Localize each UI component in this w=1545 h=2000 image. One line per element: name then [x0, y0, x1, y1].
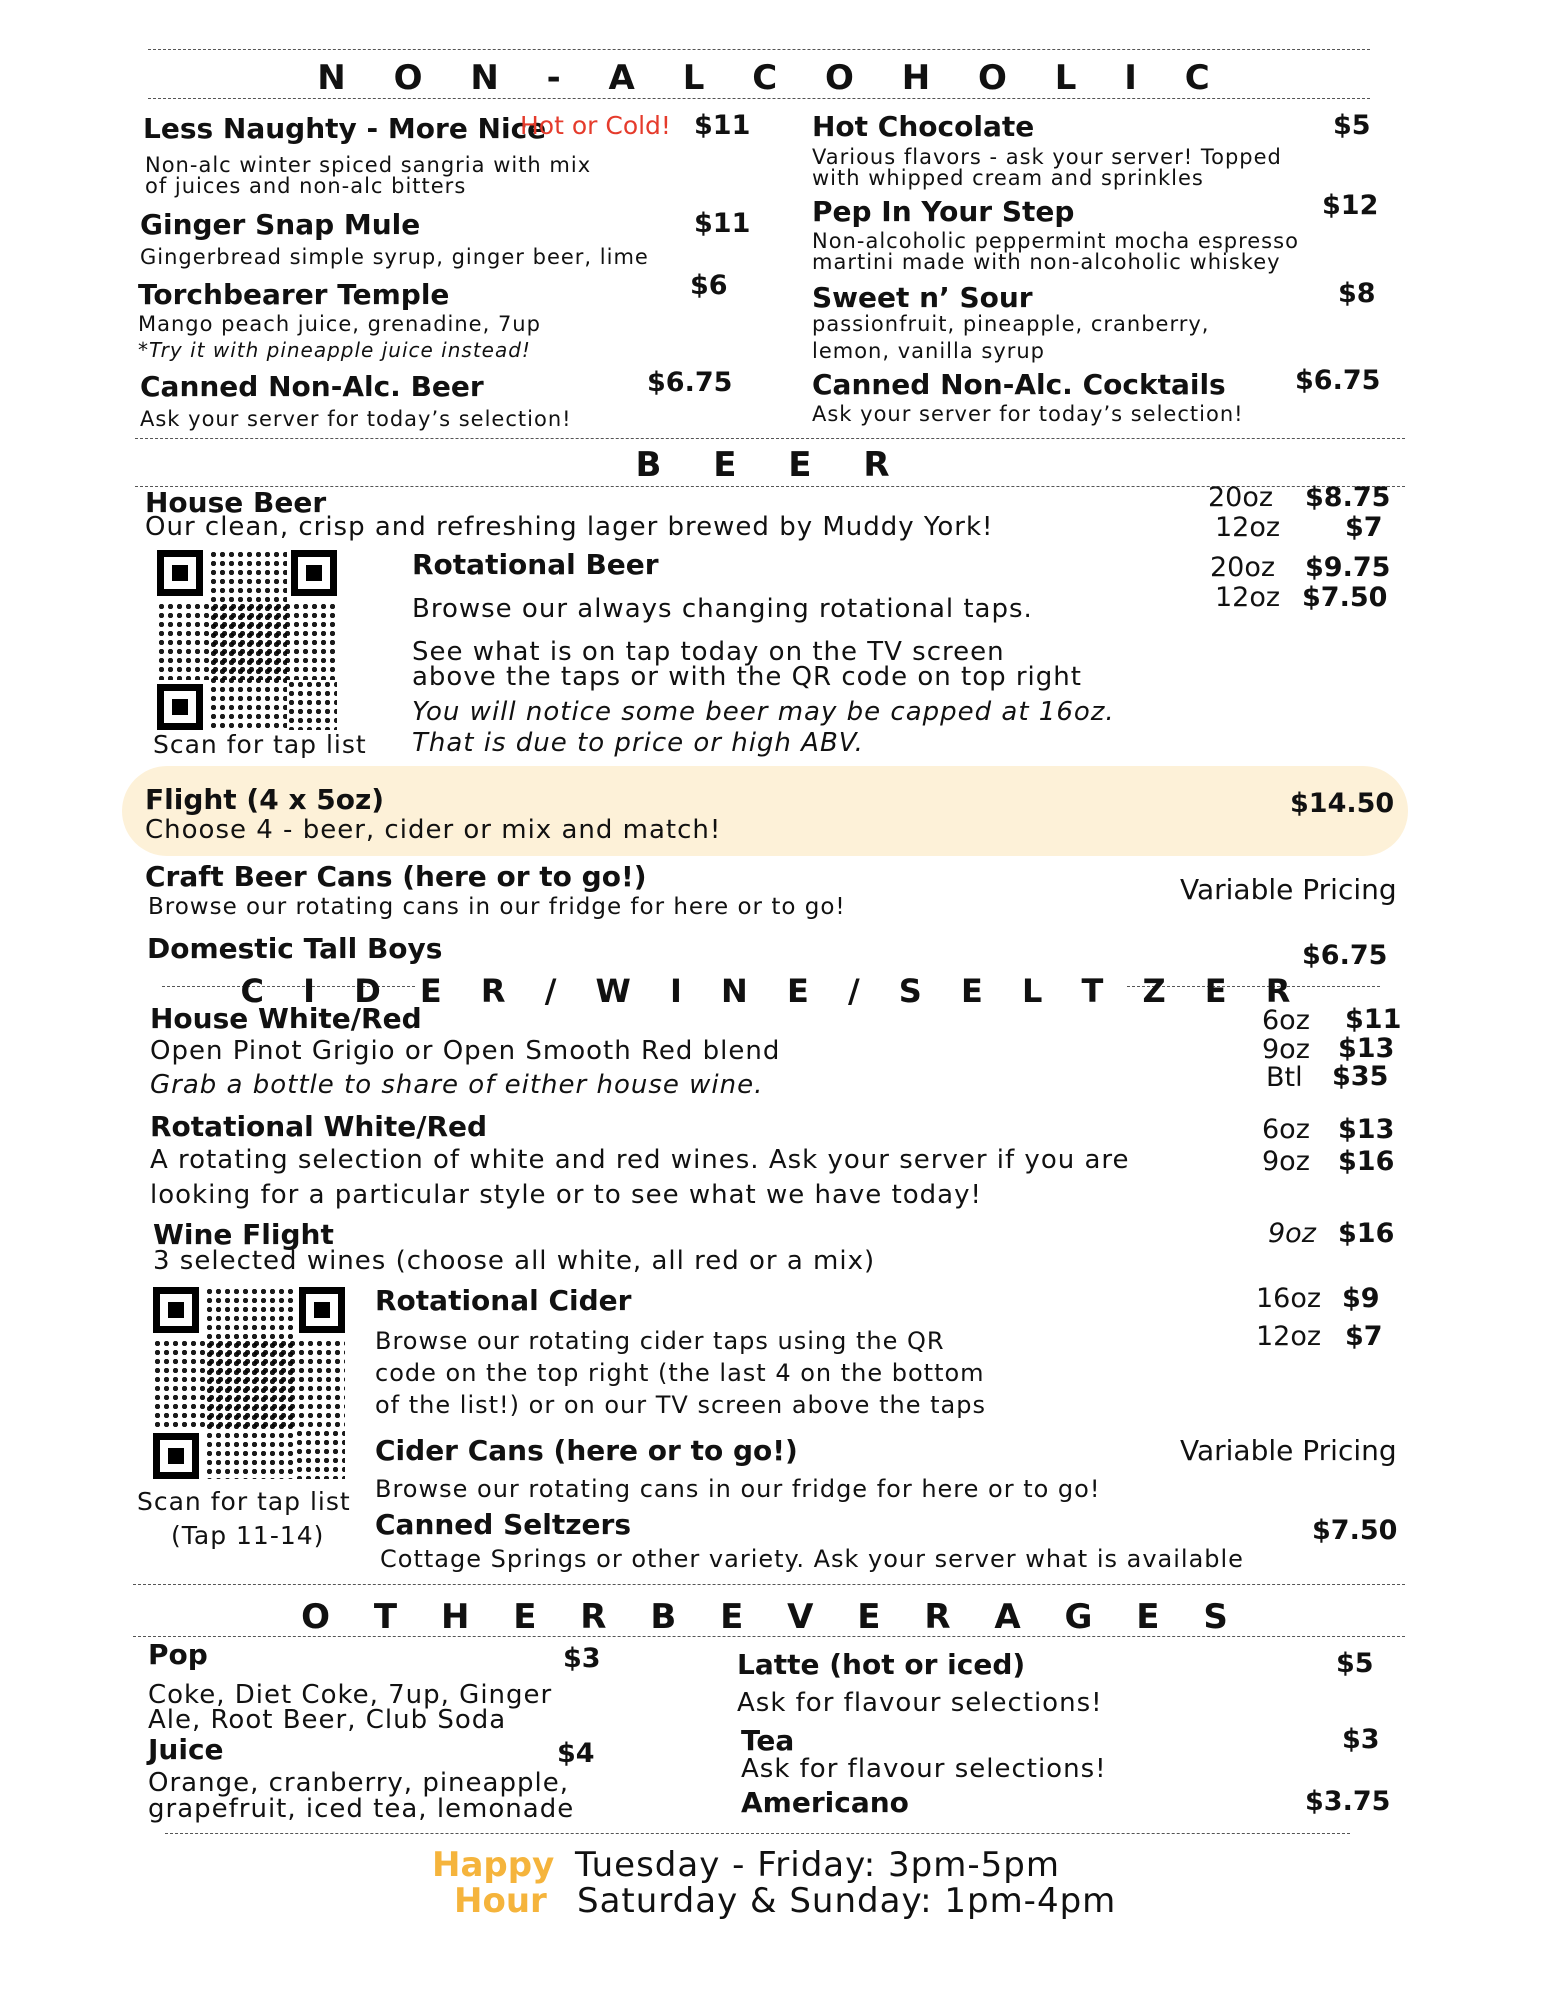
item-name: Craft Beer Cans (here or to go!) [145, 860, 647, 893]
item-price: $3.75 [1305, 1786, 1391, 1817]
item-desc: Choose 4 - beer, cider or mix and match! [145, 815, 722, 845]
size-label: 6oz [1262, 1005, 1310, 1036]
item-price: $6.75 [1295, 365, 1381, 396]
item-desc: A rotating selection of white and red wines. Ask your server if you are [150, 1145, 1130, 1175]
section-title-beer: B E E R [635, 445, 910, 485]
divider [148, 49, 1370, 50]
item-price: $6.75 [1302, 940, 1388, 971]
item-desc: Orange, cranberry, pineapple, [148, 1768, 569, 1798]
item-desc: Non-alcoholic peppermint mocha espresso [812, 229, 1299, 253]
item-price: Variable Pricing [1180, 1434, 1397, 1467]
happy-hour-label: Happy [432, 1845, 555, 1885]
item-desc: of the list!) or on our TV screen above the taps [375, 1391, 986, 1419]
item-price: $13 [1338, 1114, 1395, 1145]
item-price: Variable Pricing [1180, 873, 1397, 906]
item-desc: See what is on tap today on the TV screen [412, 637, 1005, 667]
section-title-cider-wine-seltzer: C I D E R / W I N E / S E L T Z E R [240, 972, 1305, 1010]
item-tag: Hot or Cold! [520, 111, 671, 140]
qr-code-cider-tap-list[interactable] [153, 1287, 345, 1479]
size-label: 12oz [1215, 512, 1281, 543]
item-name: Flight (4 x 5oz) [145, 783, 385, 816]
section-title-non-alcoholic: N O N - A L C O H O L I C [317, 58, 1228, 98]
item-desc: martini made with non-alcoholic whiskey [812, 250, 1281, 274]
qr-caption: Scan for tap list [153, 730, 367, 759]
item-desc: Ask your server for today’s selection! [812, 402, 1244, 426]
item-name: Pop [148, 1638, 208, 1671]
item-price: $9 [1342, 1283, 1380, 1314]
item-desc: Our clean, crisp and refreshing lager brewed by Muddy York! [145, 512, 994, 542]
item-desc: code on the top right (the last 4 on the bottom [375, 1359, 985, 1387]
item-name: Latte (hot or iced) [737, 1648, 1026, 1681]
item-price: $11 [694, 110, 751, 141]
item-desc: Mango peach juice, grenadine, 7up [138, 312, 541, 336]
item-name: Tea [741, 1724, 795, 1757]
item-desc: grapefruit, iced tea, lemonade [148, 1794, 575, 1824]
item-name: Canned Non-Alc. Beer [140, 370, 484, 403]
item-desc: above the taps or with the QR code on top right [412, 662, 1082, 692]
item-desc: Browse our rotating cans in our fridge for here or to go! [375, 1475, 1101, 1503]
item-note: *Try it with pineapple juice instead! [138, 338, 531, 362]
item-price: $9.75 [1305, 552, 1391, 583]
size-label: 12oz [1256, 1321, 1322, 1352]
item-name: Cider Cans (here or to go!) [375, 1434, 798, 1467]
happy-hour-weekend: Saturday & Sunday: 1pm-4pm [577, 1881, 1117, 1921]
item-price: $12 [1322, 190, 1379, 221]
size-label: 6oz [1262, 1114, 1310, 1145]
size-label: 9oz [1262, 1146, 1310, 1177]
item-desc: Ask for flavour selections! [741, 1754, 1107, 1784]
item-price: $5 [1336, 1648, 1374, 1679]
happy-hour-label: Hour [454, 1881, 547, 1921]
divider [133, 1584, 1405, 1585]
item-desc: with whipped cream and sprinkles [812, 166, 1204, 190]
item-desc: looking for a particular style or to see what we have today! [150, 1180, 982, 1210]
size-label: 20oz [1210, 552, 1276, 583]
item-note: That is due to price or high ABV. [412, 728, 864, 758]
item-name: House White/Red [150, 1002, 422, 1035]
qr-caption: (Tap 11-14) [171, 1521, 325, 1550]
item-price: $7.50 [1302, 582, 1388, 613]
item-price: $8 [1338, 278, 1376, 309]
item-name: Domestic Tall Boys [147, 932, 443, 965]
item-price: $35 [1332, 1061, 1389, 1092]
item-desc: Ask for flavour selections! [737, 1688, 1103, 1718]
item-price: $3 [1342, 1724, 1380, 1755]
item-desc: Ale, Root Beer, Club Soda [148, 1705, 507, 1735]
item-name: Sweet n’ Sour [812, 281, 1033, 314]
item-note: You will notice some beer may be capped at 16oz. [412, 697, 1115, 727]
item-name: Canned Non-Alc. Cocktails [812, 368, 1226, 401]
item-desc: Browse our rotating cans in our fridge for here or to go! [148, 894, 846, 920]
item-desc: Non-alc winter spiced sangria with mix [145, 153, 592, 177]
qr-code-tap-list[interactable] [157, 550, 337, 730]
qr-caption: Scan for tap list [137, 1487, 351, 1516]
item-price: $16 [1338, 1218, 1395, 1249]
size-label: Btl [1266, 1062, 1303, 1093]
item-desc: Open Pinot Grigio or Open Smooth Red blend [150, 1036, 781, 1066]
item-name: Ginger Snap Mule [140, 208, 421, 241]
item-price: $7.50 [1312, 1515, 1398, 1546]
item-desc: Browse our rotating cider taps using the QR [375, 1327, 945, 1355]
item-name: Wine Flight [153, 1218, 334, 1251]
item-price: $6.75 [647, 367, 733, 398]
size-label: 9oz [1262, 1034, 1310, 1065]
item-desc: 3 selected wines (choose all white, all red or a mix) [153, 1246, 876, 1276]
item-price: $8.75 [1305, 482, 1391, 513]
item-desc: Ask your server for today’s selection! [140, 407, 572, 431]
divider [135, 438, 1405, 439]
divider [133, 1636, 1405, 1637]
item-name: Less Naughty - More Nice [143, 112, 547, 145]
size-label: 16oz [1256, 1283, 1322, 1314]
item-name: Rotational White/Red [150, 1110, 488, 1143]
section-title-other-beverages: O T H E R B E V E R A G E S [301, 1597, 1244, 1637]
size-label: 12oz [1215, 582, 1281, 613]
item-desc: of juices and non-alc bitters [145, 174, 467, 198]
item-price: $11 [694, 208, 751, 239]
item-price: $13 [1338, 1033, 1395, 1064]
item-name: Rotational Beer [412, 548, 659, 581]
item-name: Juice [148, 1733, 224, 1766]
item-name: Canned Seltzers [375, 1508, 631, 1541]
item-name: Rotational Cider [375, 1284, 632, 1317]
divider [148, 98, 1370, 99]
item-price: $16 [1338, 1146, 1395, 1177]
item-name: Americano [741, 1786, 909, 1819]
item-price: $7 [1345, 1321, 1383, 1352]
item-name: Hot Chocolate [812, 110, 1035, 143]
happy-hour-weekday: Tuesday - Friday: 3pm-5pm [575, 1845, 1060, 1885]
item-desc: Browse our always changing rotational taps. [412, 594, 1033, 624]
item-price: $4 [557, 1738, 595, 1769]
divider [165, 1833, 1350, 1834]
item-name: Torchbearer Temple [138, 278, 450, 311]
item-desc: Gingerbread simple syrup, ginger beer, lime [140, 245, 649, 269]
item-price: $14.50 [1290, 788, 1395, 819]
item-price: $6 [690, 270, 728, 301]
item-name: House Beer [145, 486, 327, 519]
item-name: Pep In Your Step [812, 195, 1075, 228]
item-desc: lemon, vanilla syrup [812, 339, 1046, 363]
size-label: 9oz [1268, 1218, 1316, 1249]
size-label: 20oz [1208, 482, 1274, 513]
item-price: $3 [563, 1643, 601, 1674]
item-price: $11 [1345, 1004, 1402, 1035]
item-note: Grab a bottle to share of either house wine. [150, 1070, 764, 1100]
item-desc: passionfruit, pineapple, cranberry, [812, 312, 1210, 336]
item-desc: Cottage Springs or other variety. Ask your server what is available [380, 1545, 1244, 1573]
item-price: $5 [1333, 110, 1371, 141]
item-desc: Various flavors - ask your server! Topped [812, 145, 1282, 169]
item-price: $7 [1345, 512, 1383, 543]
item-desc: Coke, Diet Coke, 7up, Ginger [148, 1680, 553, 1710]
